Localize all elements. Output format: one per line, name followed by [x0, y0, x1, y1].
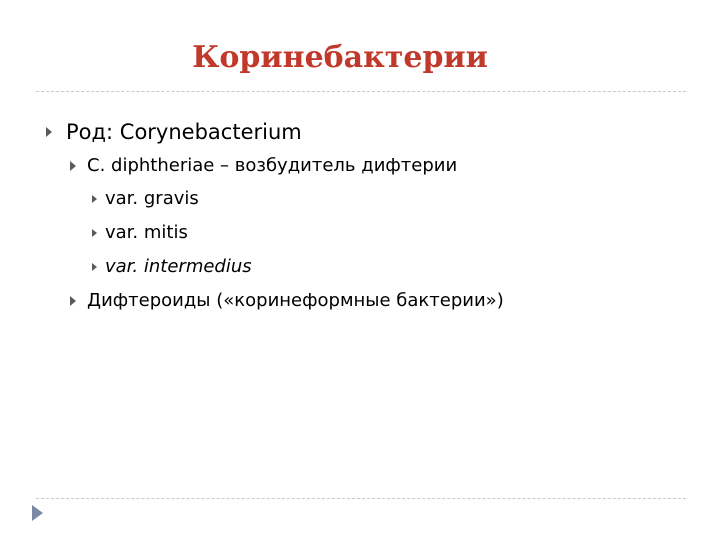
triangle-bullet-icon	[92, 229, 97, 237]
top-divider	[36, 91, 686, 92]
list-item-var-intermedius	[92, 256, 252, 277]
list-item-var-mitis	[92, 222, 188, 243]
list-item-text: var. gravis	[105, 188, 199, 209]
triangle-bullet-icon	[46, 127, 52, 137]
triangle-bullet-icon	[70, 161, 76, 171]
list-item-genus	[46, 120, 302, 144]
list-item-text: C. diphtheriae – возбудитель дифтерии	[87, 155, 458, 176]
list-item-text: Род: Corynebacterium	[66, 120, 302, 144]
list-item-text: var. intermedius	[105, 256, 252, 277]
list-item-var-gravis	[92, 188, 199, 209]
list-item-diphtheroids	[70, 290, 504, 311]
list-item-species	[70, 155, 457, 176]
triangle-bullet-icon	[92, 195, 97, 203]
slide-title: Коринебактерии	[192, 40, 488, 75]
bottom-divider	[36, 498, 686, 499]
next-slide-arrow-icon[interactable]	[32, 505, 43, 521]
triangle-bullet-icon	[92, 263, 97, 271]
triangle-bullet-icon	[70, 296, 76, 306]
list-item-text: var. mitis	[105, 222, 188, 243]
list-item-text: Дифтероиды («коринеформные бактерии»)	[87, 290, 504, 311]
